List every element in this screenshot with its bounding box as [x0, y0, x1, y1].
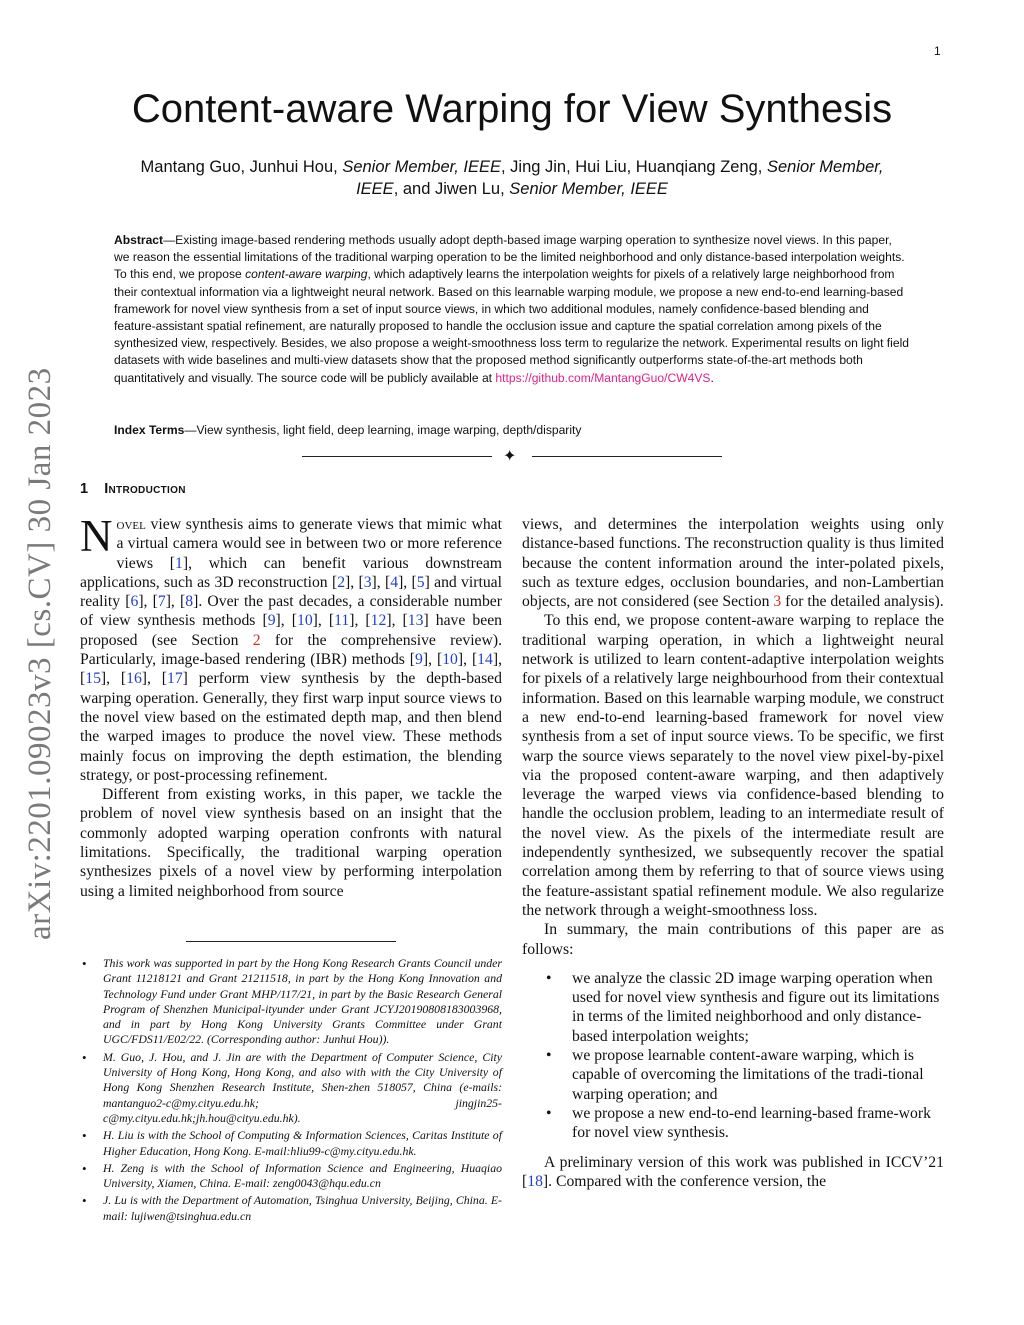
text-span: ], which can benefit various downstream applications, such as 3D reconstruction [ [80, 554, 503, 591]
text-span: ], [ [422, 651, 443, 669]
contributions-intro: In summary, the main contributions of this paper are as follows: [522, 921, 944, 958]
text-span: ], [ [312, 612, 335, 630]
text-span: ], [ [398, 573, 417, 591]
citation-link[interactable]: 15 [85, 670, 101, 688]
author-names-1: Mantang Guo, Junhui Hou, [140, 158, 343, 176]
text-span: ], [ [141, 670, 167, 688]
citation-link[interactable]: 10 [296, 612, 313, 630]
right-column [522, 515, 944, 1191]
text-span: ]. Compared with the conference version, the [542, 1172, 827, 1190]
separator-right-rule [532, 456, 722, 457]
abstract-end: . [710, 370, 714, 385]
intro-paragraph-4: To this end, we propose content-aware warping to replace the traditional warping operation, in which a lightweight neural network is utilized to learn content-adaptive interpolation weights for pixels of a relatively large neighbourhood from their contextual information. Based on this learnable warping module, we construct a new end-to-end learning-based framework for novel view synthesis from a set of input source views. To be specific, we first warp the source views separately to the novel view pixel-by-pixel via the proposed content-aware warping, and then adaptively leverage the warped views via confidence-based blending to handle the occlusion problem, leading to an intermediate result of the novel view. As the pixels of the intermediate result are independently synthesized, we subsequently recover the spatial correlation among them by referring to that of source views using the feature-assistant spatial refinement module. We also regularize the network through a weight-smoothness loss. [522, 612, 944, 919]
citation-link[interactable]: 18 [527, 1172, 543, 1190]
text-span: ], [ [349, 612, 371, 630]
contribution-item: • we analyze the classic 2D image warping operation when used for novel view synthesis and figure out its limitations in terms of the limited neighborhood and only distance-based interpolation weights; [522, 969, 944, 1046]
paper-title: Content-aware Warping for View Synthesis [131, 87, 893, 131]
lead-word: ovel [116, 516, 146, 533]
text-span: for the comprehensive review). Particularly, image-based rendering (IBR) methods [ [80, 631, 502, 669]
index-terms-label: Index Terms [114, 423, 185, 437]
citation-link[interactable]: 14 [477, 651, 493, 669]
section-link[interactable]: 3 [773, 593, 782, 611]
separator-left-rule [302, 456, 492, 457]
contribution-item: • we propose a new end-to-end learning-based frame-work for novel view synthesis. [522, 1104, 944, 1143]
page-number: 1 [934, 44, 941, 58]
text-span: ], [ [165, 593, 186, 611]
drop-cap: N [80, 511, 113, 561]
footnote-affiliation-tsinghua: • J. Lu is with the Department of Automation, Tsinghua University, Beijing, China. E-mail: lujiwen@tsinghua.edu.cn [80, 1193, 502, 1224]
abstract-text-2: , which adaptively learns the interpolation weights for pixels of a relatively large neighborhood from their contextual information via a lightweight neural network. Based on this learnable warping module, we propose a new end-to-end learning-based framework for novel view synthesis from a set of input source views, in which two additional modules, namely confidence-based blending and feature-assistant spatial refinement, are naturally proposed to handle the occlusion issue and capture the spatial correlation among pixels of the synthesized view, respectively. Besides, we also propose a weight-smoothness loss term to regularize the network. Experimental results on light field datasets with wide baselines and multi-view datasets show that the proposed method significantly outperforms state-of-the-art methods both quantitatively and visually. The source code will be publicly available at [114, 267, 909, 385]
section-number: 1 [80, 481, 89, 497]
contribution-item: • we propose learnable content-aware warping, which is capable of overcoming the limitations of the tradi-tional warping operation; and [522, 1046, 944, 1104]
abstract-label: Abstract [114, 233, 164, 247]
citation-link[interactable]: 9 [267, 612, 276, 630]
text-span: ] have been proposed (see Section [80, 612, 503, 649]
left-column [80, 511, 503, 901]
source-code-link[interactable]: https://github.com/MantangGuo/CW4VS [495, 370, 711, 385]
intro-paragraph-3 [522, 515, 944, 611]
contributions-list [522, 969, 944, 1143]
citation-link[interactable]: 11 [334, 612, 350, 630]
section-title: Introduction [104, 481, 186, 497]
index-terms [114, 422, 910, 439]
citation-link[interactable]: 7 [157, 593, 166, 611]
abstract-emphasis: content-aware warping [245, 267, 368, 282]
citation-link[interactable]: 1 [175, 554, 183, 572]
citation-link[interactable]: 16 [126, 670, 142, 688]
author-role-1: Senior Member, IEEE [342, 158, 501, 176]
text-span: view synthesis aims to generate views that mimic what a virtual camera would see in between two or more reference views [ [116, 516, 502, 572]
text-span: A preliminary version of this work was published in ICCV’21 [ [522, 1153, 944, 1190]
abstract [114, 232, 910, 387]
text-span: ], [ [457, 651, 478, 669]
text-span: ]. Over the past decades, a considerable number of view synthesis methods [ [80, 593, 502, 630]
citation-link[interactable]: 6 [130, 593, 139, 611]
text-span: views, and determines the interpolation weights using only distance-based functions. The reconstruction quality is thus limited because the content information around the inter-polated pixels, such as texture edges, occlusion boundaries, and non-Lambertian objects, are not considered (see Section [522, 516, 944, 611]
intro-paragraph-5 [522, 1153, 944, 1192]
citation-link[interactable]: 3 [363, 573, 372, 591]
footnote-affiliation-huaqiao: • H. Zeng is with the School of Information Science and Engineering, Huaqiao University, Xiamen, China. E-mail: zeng0043@hqu.edu.cn [80, 1161, 502, 1192]
citation-link[interactable]: 13 [407, 612, 424, 630]
author-list [120, 156, 904, 200]
citation-link[interactable]: 17 [166, 670, 183, 688]
author-role-3: Senior Member, IEEE [509, 180, 668, 198]
citation-link[interactable]: 9 [415, 651, 423, 669]
text-span: ], [ [80, 651, 503, 688]
footnote-rule [186, 941, 396, 942]
text-span: for the detailed analysis). [781, 593, 944, 611]
citation-link[interactable]: 8 [185, 593, 194, 611]
section-link[interactable]: 2 [252, 631, 261, 649]
arxiv-identifier[interactable]: arXiv:2201.09023v3 [cs.CV] 30 Jan 2023 [22, 367, 58, 940]
text-span: ], [ [100, 670, 127, 688]
citation-link[interactable]: 2 [337, 573, 346, 591]
citation-link[interactable]: 12 [370, 612, 387, 630]
footnote-funding: • This work was supported in part by the Hong Kong Research Grants Council under Grant 11218121 and Grant 21211518, in part by the Hong Kong Innovation and Technology Fund under Grant MHP/117/21, in part by the Basic Research General Program of Shenzhen Municipal-ityunder under Grant JCYJ20190808183003968, and in part by Hong Kong University Grants Committee under Grant UGC/FDS11/E02/22. (Corresponding author: Junhui Hou)). [80, 956, 502, 1048]
citation-link[interactable]: 4 [390, 573, 399, 591]
text-span: ], [ [345, 573, 364, 591]
text-span: ] and virtual reality [ [80, 573, 502, 611]
author-names-3: , and Jiwen Lu, [393, 180, 510, 198]
text-span: ], [ [138, 593, 158, 611]
abstract-text-1: —Existing image-based rendering methods usually adopt depth-based image warping operation to synthesize novel views. In this paper, we reason the essential limitations of the traditional warping operation to be the limited neighborhood and only distance-based interpolation weights. To this end, we propose [114, 233, 905, 282]
footnote-affiliation-caritas: • H. Liu is with the School of Computing & Information Sciences, Caritas Institute of Higher Education, Hong Kong. E-mail:hliu99-c@my.cityu.edu.hk. [80, 1128, 502, 1159]
text-span: ] perform view synthesis by the depth-based warping operation. Generally, they first warp input source views to the novel view based on the estimated depth map, and then blend the warped images to produce the novel view. These methods mainly focus on improving the depth estimation, the blending strategy, or post-processing refinement. [80, 670, 502, 784]
separator-diamond-icon: ✦ [503, 446, 517, 465]
intro-paragraph-1 [80, 511, 503, 785]
text-span: ], [ [275, 612, 297, 630]
text-span: ], [ [386, 612, 408, 630]
author-role-2: Senior Member, IEEE [356, 158, 884, 198]
text-span: ], [ [371, 573, 391, 591]
footnotes [80, 956, 502, 1226]
section-heading [80, 481, 186, 497]
author-names-2: , Jing Jin, Hui Liu, Huanqiang Zeng, [500, 158, 767, 176]
citation-link[interactable]: 10 [442, 651, 458, 669]
citation-link[interactable]: 5 [416, 573, 425, 591]
footnote-affiliation-cityu: • M. Guo, J. Hou, and J. Jin are with the Department of Computer Science, City University of Hong Kong, Hong Kong, and also with with the City University of Hong Kong Shenzhen Research Institute, Shen-zhen 518057, China (e-mails: mantanguo2-c@my.cityu.edu.hk; jingjin25-c@my.cityu.edu.hk;jh.hou@cityu.edu.hk). [80, 1050, 502, 1126]
index-terms-text: —View synthesis, light field, deep learning, image warping, depth/disparity [184, 423, 582, 437]
intro-paragraph-2: Different from existing works, in this paper, we tackle the problem of novel view synthesis based on an insight that the commonly adopted warping operation confronts with natural limitations. Specifically, the traditional warping operation synthesizes pixels of a novel view by performing interpolation using a limited neighborhood from source [80, 786, 502, 900]
